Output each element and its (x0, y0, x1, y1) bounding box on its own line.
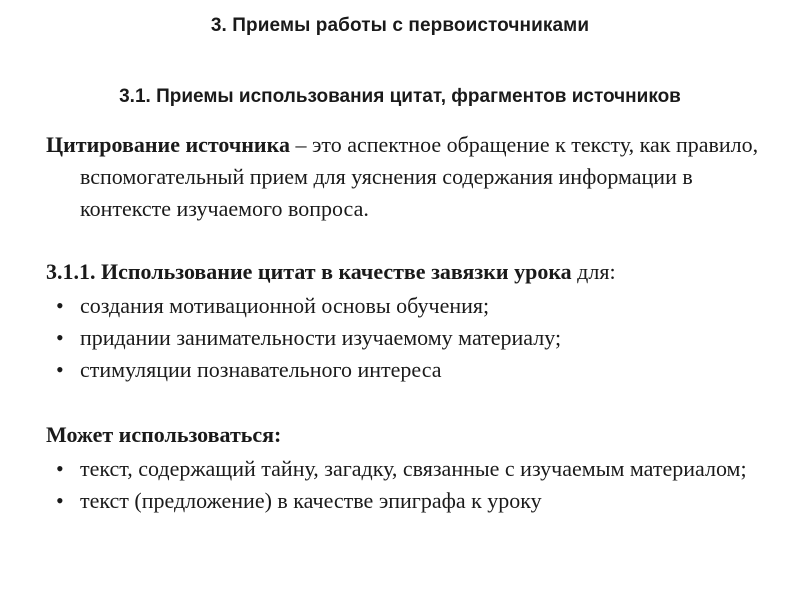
definition-paragraph (46, 129, 766, 225)
bullet-icon: • (56, 357, 64, 382)
slide-subtitle: 3.1. Приемы использования цитат, фрагментов источников (119, 86, 681, 107)
list-item-text: текст (предложение) в качестве эпиграфа к уроку (80, 488, 542, 513)
list-item (46, 322, 766, 354)
bullet-icon: • (56, 488, 64, 513)
list-item (46, 354, 766, 386)
bullet-icon: • (56, 456, 64, 481)
definition-term: Цитирование источника (46, 132, 290, 157)
bullet-list-usage (46, 453, 766, 517)
list-item (46, 485, 766, 517)
list-item-text: стимуляции познавательного интереса (80, 357, 442, 382)
list-item (46, 453, 766, 485)
list-item-text: создания мотивационной основы обучения; (80, 293, 490, 318)
list-item-text: текст, содержащий тайну, загадку, связанные с изучаемым материалом; (80, 456, 747, 481)
section-heading-text: 3.1.1. Использование цитат в качестве завязки урока (46, 259, 572, 284)
section-heading-usage: Может использоваться: (46, 422, 282, 447)
section-heading-suffix: для: (571, 259, 616, 284)
definition-text: – это аспектное обращение к тексту, как правило, вспомогательный прием для уяснения содержания информации в контексте изучаемого вопроса. (80, 132, 759, 221)
list-item (46, 290, 766, 322)
section-heading-lesson-start (46, 256, 766, 288)
slide-title: 3. Приемы работы с первоисточниками (210, 15, 590, 36)
list-item-text: придании занимательности изучаемому материалу; (80, 325, 562, 350)
slide-body (46, 129, 766, 517)
bullet-list-purposes (46, 290, 766, 386)
bullet-icon: • (56, 293, 64, 318)
bullet-icon: • (56, 325, 64, 350)
